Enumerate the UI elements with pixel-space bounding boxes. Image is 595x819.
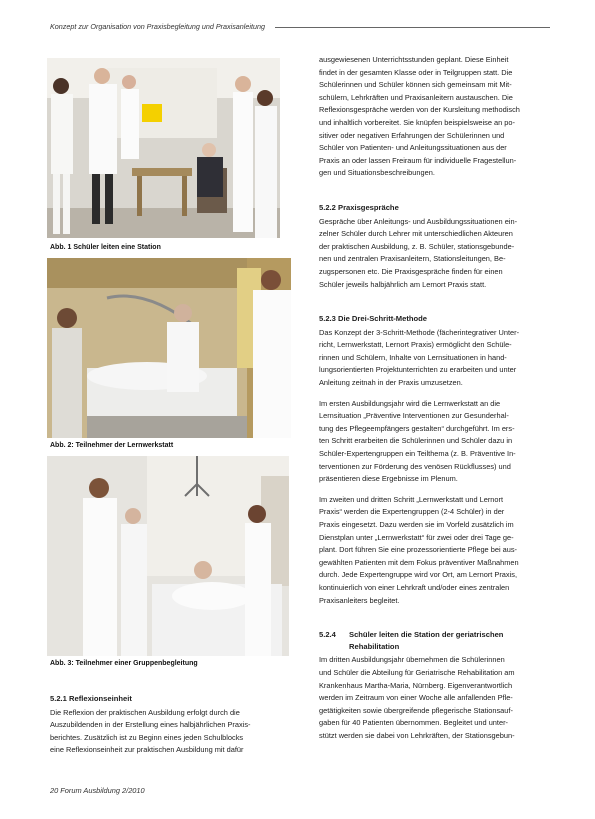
text-line: präsentieren diese Ergebnisse im Plenum. — [319, 474, 458, 484]
right-column-text — [319, 54, 565, 743]
figure-3-caption: Abb. 3: Teilnehmer einer Gruppenbegleitung — [50, 660, 198, 667]
text-line: zugspersonen etc. Die Praxisgespräche finden für einen — [319, 266, 503, 276]
figure-1-caption: Abb. 1 Schüler leiten eine Station — [50, 244, 161, 251]
text-line: Gespräche über Anleitungs- und Ausbildungssituationen ein- — [319, 216, 518, 226]
text-line: kontinuierlich von einer Lehrkraft und/oder eines zentralen — [319, 582, 510, 592]
text-line: zelner Schüler durch Lehrer mit unterschiedlichen Akteuren — [319, 229, 513, 239]
text-line: gen und Situationsbeschreibungen. — [319, 168, 435, 178]
figure-2-caption: Abb. 2: Teilnehmer der Lernwerkstatt — [50, 442, 174, 449]
figure-3-photo — [47, 456, 289, 656]
text-line: Im zweiten und dritten Schritt „Lernwerkstatt und Lernort — [319, 494, 504, 504]
text-line: Im dritten Ausbildungsjahr übernehmen die Schülerinnen — [319, 655, 505, 665]
text-line: werden im Zeitraum von einer Woche alle anfallenden Pfle- — [319, 693, 513, 703]
page-footer: 20 Forum Ausbildung 2/2010 — [50, 786, 145, 795]
text-line: durch. Jede Expertengruppe wird vor Ort, am Lernort Praxis, — [319, 570, 517, 580]
section-heading-5-2-4-line2: Rehabilitation — [349, 641, 400, 651]
section-heading-5-2-3: 5.2.3 Die Drei-Schritt-Methode — [319, 314, 428, 324]
text-line: sitiver oder negativen Erfahrungen der Schülerinnen und — [319, 130, 505, 140]
text-line: plant. Dort führen Sie eine prozessorientierte Pflege bei aus- — [319, 545, 518, 555]
text-line: gaben für 40 Patienten übernommen. Begleitet und unter- — [319, 718, 508, 728]
text-line: Auszubildenden in der Erstellung eines halbjährlichen Praxis- — [50, 720, 251, 730]
text-line: Schüler jeweils halbjährlich am Lernort Praxis statt. — [319, 279, 487, 289]
running-header — [50, 22, 550, 31]
figure-1-photo — [47, 58, 280, 238]
text-line: und inhaltlich vorbereitet. Sie knüpfen beispielsweise an po- — [319, 117, 515, 127]
header-rule — [275, 27, 550, 28]
text-line: Die Reflexion der praktischen Ausbildung erfolgt durch die — [50, 707, 240, 717]
text-line: tung des Pflegeempfängers gestalten“ durchgeführt. Im ers- — [319, 423, 515, 433]
section-heading-5-2-1: 5.2.1 Reflexionseinheit — [50, 694, 132, 703]
text-line: gewählten Patienten mit dem Fokus präventiver Maßnahmen — [319, 557, 519, 567]
text-line: und Schüler die Abteilung für Geriatrische Rehabilitation am — [319, 667, 515, 677]
text-line: Praxis an oder lassen Freiraum für individuelle Fragestellun- — [319, 155, 517, 165]
left-column-text — [50, 693, 293, 757]
text-line: Lernsituation „Präventive Interventionen zur Gesunderhal- — [319, 411, 509, 421]
text-line: ausgewiesenen Unterrichtsstunden geplant. Diese Einheit — [319, 55, 509, 64]
text-line: Schüler von Patienten- und Anleitungssituationen aus der — [319, 143, 507, 153]
text-line: Im ersten Ausbildungsjahr wird die Lernwerkstatt an die — [319, 398, 501, 408]
text-line: der praktischen Ausbildung, z. B. Schüler, stationsgebunde- — [319, 241, 515, 251]
text-line: terventionen zur Förderung des venösen Rückflusses) und — [319, 461, 511, 471]
section-heading-5-2-4-line1: Schüler leiten die Station der geriatrischen — [349, 630, 504, 640]
text-line: Das Konzept der 3-Schritt-Methode (fächerintegrativer Unter- — [319, 327, 520, 337]
text-line: Dienstplan unter „Lernwerkstatt“ für zwei oder drei Tage ge- — [319, 532, 514, 542]
text-line: nen und zentralen Praxisanleitern, Stationsleitungen, Be- — [319, 254, 506, 264]
text-line: stützt werden sie dabei von Lehrkräften, der Stationsgebun- — [319, 730, 515, 740]
text-line: Anleitung zeitnah in der Praxis umzusetzen. — [319, 378, 463, 388]
text-line: schülern, Lehrkräften und Praxisanleitern austauschen. Die — [319, 92, 513, 102]
running-header-title: Konzept zur Organisation von Praxisbegleitung und Praxisanleitung — [50, 22, 265, 31]
text-line: eine Reflexionseinheit zur praktischen Ausbildung mit dafür — [50, 745, 244, 755]
text-line: lungsorientierten Projektunterrichten zu erarbeiten und unter — [319, 365, 517, 375]
text-line: richt, Lernwerkstatt, Lernort Praxis) ermöglicht den Schüle- — [319, 340, 512, 350]
text-line: ten Schritt erarbeiten die Schülerinnen und Schüler dazu in — [319, 436, 513, 446]
text-line: Praxis“ werden die Expertengruppen (2-4 Schüler) in der — [319, 507, 505, 517]
text-line: Praxis eingesetzt. Dazu werden sie im Vorfeld zusätzlich im — [319, 520, 514, 529]
text-line: rinnen und Schülern, Inhalte von Lernsituationen in hand- — [319, 352, 507, 362]
text-line: findet in der gesamten Klasse oder in Teilgruppen statt. Die — [319, 67, 513, 77]
text-line: berichtes. Zusätzlich ist zu Beginn eines jeden Schulblocks — [50, 732, 244, 742]
figure-2-photo — [47, 258, 291, 438]
text-line: Schülerinnen und Schüler können sich gemeinsam mit Mit- — [319, 80, 512, 90]
section-number-5-2-4: 5.2.4 — [319, 630, 336, 640]
text-line: Reflexionsgespräche werden von der Kursleitung methodisch — [319, 105, 520, 115]
text-line: Krankenhaus Martha-Maria, Nürnberg. Eigenverantwortlich — [319, 680, 513, 690]
text-line: Praxisanleiters begleitet. — [319, 595, 400, 605]
text-line: getätigkeiten sowie übergreifende pflegerische Stationsauf- — [319, 705, 513, 715]
text-line: Schüler-Expertengruppen ein Teilthema (z. B. Präventive In- — [319, 449, 516, 459]
section-heading-5-2-2: 5.2.2 Praxisgespräche — [319, 202, 399, 212]
